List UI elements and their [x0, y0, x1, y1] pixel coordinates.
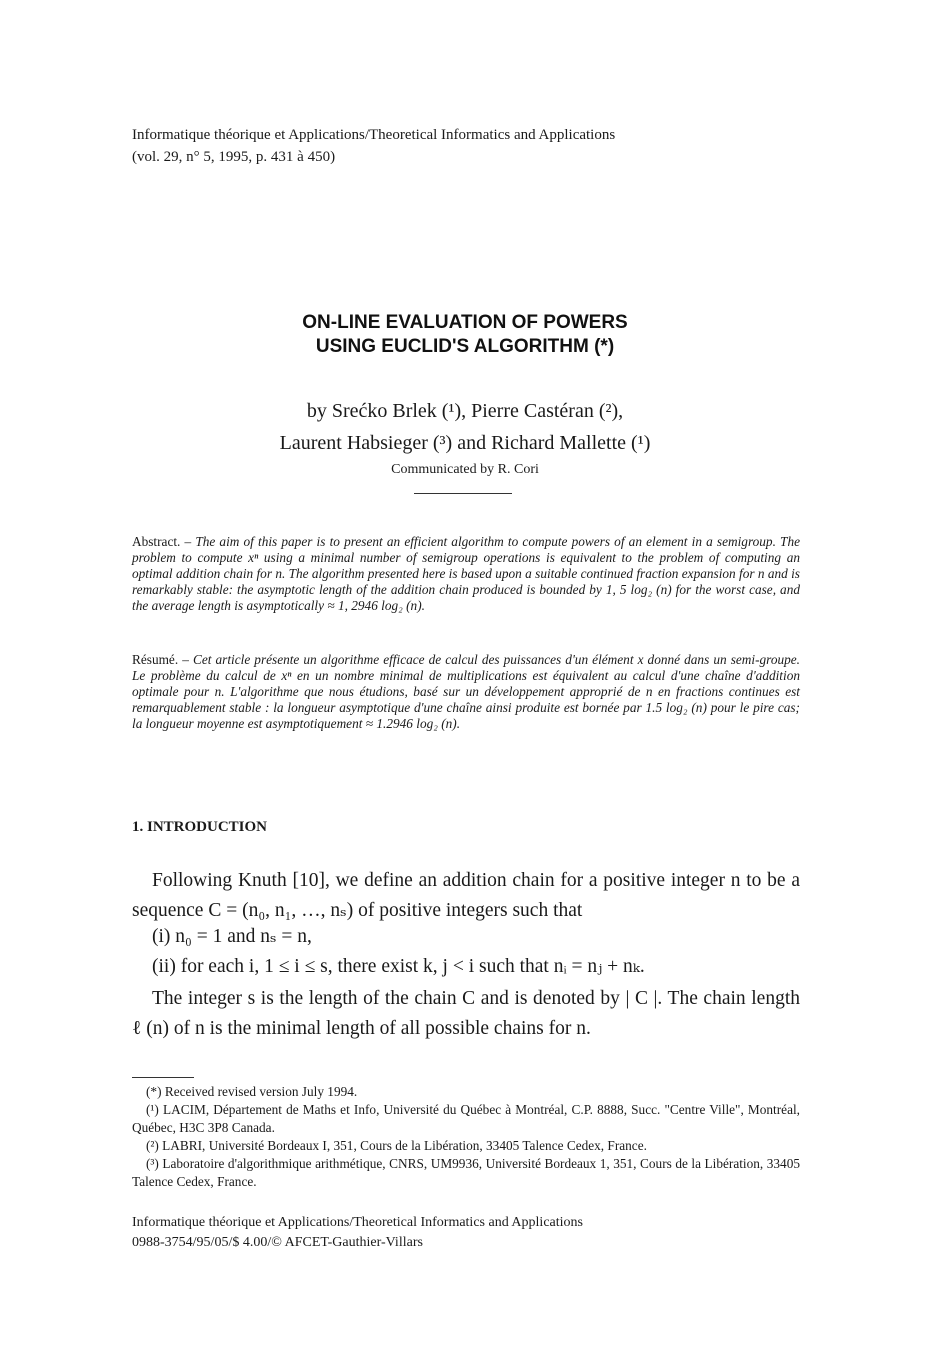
- communicated-by: Communicated by R. Cori: [391, 462, 539, 477]
- paper-title: [0, 311, 930, 359]
- title-divider: [414, 493, 512, 494]
- title-line-1: ON-LINE EVALUATION OF POWERS: [302, 312, 628, 333]
- journal-header: [132, 124, 615, 168]
- footnote-2: (²) LABRI, Université Bordeaux I, 351, Cours de la Libération, 33405 Talence Cedex, France.: [146, 1138, 647, 1153]
- footnote-3: (³) Laboratoire d'algorithmique arithmétique, CNRS, UM9936, Université Bordeaux 1, 351, Cours de la Libération, 33405 Talence Cedex, France.: [132, 1156, 800, 1189]
- abstract: [132, 534, 800, 614]
- section-heading: 1. INTRODUCTION: [132, 819, 268, 835]
- page-footer: [132, 1213, 583, 1253]
- footnote-divider: [132, 1077, 194, 1078]
- footer-issn: 0988-3754/95/05/$ 4.00/© AFCET-Gauthier-Villars: [132, 1235, 423, 1250]
- authors-line-2: Laurent Habsieger (³) and Richard Mallette (¹): [279, 432, 651, 454]
- journal-name: Informatique théorique et Applications/Theoretical Informatics and Applications: [132, 127, 616, 143]
- footnotes: [132, 1083, 800, 1191]
- footer-journal: Informatique théorique et Applications/Theoretical Informatics and Applications: [132, 1215, 583, 1230]
- intro-paragraph-1: Following Knuth [10], we define an addition chain for a positive integer n to be a sequence C = (n₀, n₁, …, nₛ) of positive integers such that: [132, 870, 800, 921]
- resume-text: Cet article présente un algorithme efficace de calcul des puissances d'un élément x donné dans un semi-groupe. Le problème du calcul de xⁿ en un nombre minimal de multiplications est équivalent au calcul d'une chaîne d'addition optimale pour n. L'algorithme que nous étudions, basé sur un développement approprié de n en fractions continues est remarquablement stable : la longueur asymptotique d'une chaîne ainsi produite est bornée par 1.5 log₂ (n) pour le pire cas; la longueur moyenne est asymptotiquement ≈ 1.2946 log₂ (n).: [132, 652, 800, 731]
- resume-label: Résumé. –: [132, 652, 189, 667]
- authors-line-1: by Srećko Brlek (¹), Pierre Castéran (²),: [306, 400, 624, 422]
- journal-volume: (vol. 29, n° 5, 1995, p. 431 à 450): [132, 149, 336, 165]
- title-line-2: USING EUCLID'S ALGORITHM (*): [315, 336, 615, 357]
- condition-item-1: (i) n₀ = 1 and nₛ = n,: [152, 926, 312, 947]
- footnote-1: (¹) LACIM, Département de Maths et Info, Université du Québec à Montréal, C.P. 8888, Succ. "Centre Ville", Montréal, Québec, H3C 3P8 Canada.: [132, 1102, 800, 1135]
- resume: [132, 652, 800, 732]
- author-list: [0, 395, 930, 459]
- intro-paragraph-2: The integer s is the length of the chain C and is denoted by | C |. The chain length ℓ (n) of n is the minimal length of all possible chains for n.: [132, 988, 800, 1039]
- footnote-received: (*) Received revised version July 1994.: [146, 1084, 358, 1099]
- abstract-label: Abstract. –: [132, 534, 192, 549]
- condition-item-2: (ii) for each i, 1 ≤ i ≤ s, there exist k, j < i such that nᵢ = nⱼ + nₖ.: [152, 956, 645, 977]
- abstract-text: The aim of this paper is to present an efficient algorithm to compute powers of an element in a semigroup. The problem to compute xⁿ using a minimal number of semigroup operations is equivalent to the problem of computing an optimal addition chain for n. The algorithm presented here is based upon a suitable continued fraction expansion for n and is remarkably stable: the asymptotic length of the addition chain produced is bounded by 1, 5 log₂ (n) for the worst case, and the average length is asymptotically ≈ 1, 2946 log₂ (n).: [132, 534, 800, 613]
